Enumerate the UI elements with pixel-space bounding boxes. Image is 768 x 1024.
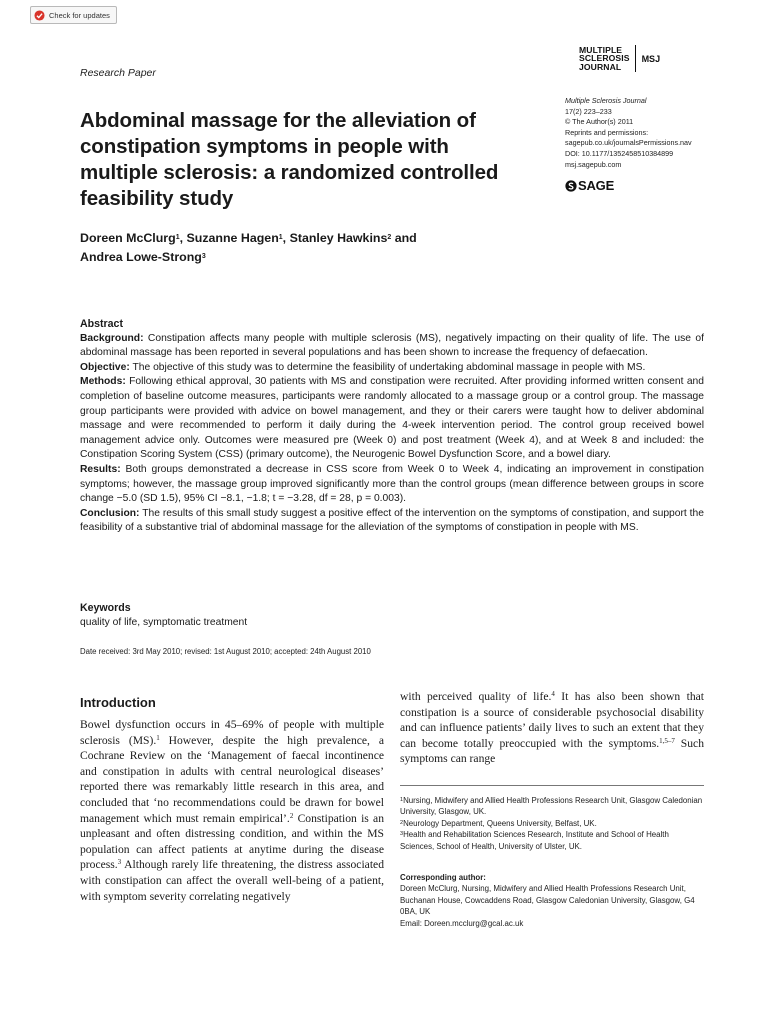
abstract-section-text: Constipation affects many people with multiple sclerosis (MS), negatively impacting on their quality of life. The use of abdominal massage has been reported in several populations and has been shown to increase the frequency of defaecation. [80,332,704,359]
body-text: However, despite the high prevalence, a Cochrane Review on the ‘Management of faecal incontinence and constipation in adults with central neurological diseases’ reported there was remarkably little research in this area, and concluded that ‘no recommendations could be drawn for bowel management which must remain empirical’. [80,733,384,825]
author-affiliation-mark: 1 [278,234,283,241]
paper-title: Abdominal massage for the alleviation of constipation symptoms in people with multiple sclerosis: a randomized controlled feasibility study [80,109,499,210]
abstract-body [80,332,704,536]
journal-logo [579,45,660,72]
affiliation [400,795,704,818]
doi[interactable]: DOI: 10.1177/1352458510384899 [565,148,674,158]
check-updates-icon [34,10,45,21]
copyright: © The Author(s) 2011 [565,117,634,127]
paper-type: Research Paper [80,67,156,79]
journal-logo-name: MULTIPLE SCLEROSIS JOURNAL [579,44,630,72]
abstract-section-text: The results of this small study suggest a positive effect of the intervention on the symptoms of constipation, and support the feasibility of a substantive trial of abdominal massage for the alleviation of the symptoms of constipation in people with MS. [80,507,704,534]
footnote-rule [400,785,704,786]
corresponding-address: Doreen McClurg, Nursing, Midwifery and Allied Health Professions Research Unit, Buchanan House, Cowcaddens Road, Glasgow Caledonian University, Glasgow, G4 0BA, UK [400,884,695,917]
author-list: Doreen McClurg$^1$, Suzanne Hagen$^1$, Stanley Hawkins$^2$ and Andrea Lowe-Strong$^3$ [80,231,417,264]
abstract-section [80,332,704,361]
affiliation-text: Health and Rehabilitation Sciences Research, Institute and School of Health Sciences, School of Health, University of Ulster, UK. [400,830,669,851]
introduction-right-column [400,689,704,767]
submission-dates: Date received: 3rd May 2010; revised: 1st August 2010; accepted: 24th August 2010 [80,647,371,656]
logo-divider [635,45,636,72]
journal-abbrev: MSJ [641,53,661,64]
abstract-section-label: Results: [80,463,121,475]
keywords: quality of life, symptomatic treatment [80,617,248,628]
affiliation-text: Nursing, Midwifery and Allied Health Professions Research Unit, Glasgow Caledonian University, Glasgow, UK. [400,796,703,817]
affiliations [400,795,704,852]
abstract-section-text: Both groups demonstrated a decrease in CSS score from Week 0 to Week 4, indicating an improvement in constipation symptoms; however, the massage group improved significantly more than the control groups (mean difference between groups in score change −5.0 (SD 1.5), 95% CI −8.1, −1.8; t = −3.28, df = 28, p = 0.003). [80,463,704,505]
publisher-name: SAGE [578,178,615,193]
author-name: Doreen McClurg [80,231,176,245]
abstract-section [80,361,704,376]
check-updates-label: Check for updates [49,10,110,20]
body-text: with perceived quality of life. [400,690,552,703]
corresponding-author [400,872,704,929]
abstract-section-text: Following ethical approval, 30 patients with MS and constipation were recruited. After providing informed written consent and completion of baseline outcome measures, participants were randomly allocated to a massage group or a control group. The massage group participants were provided with advice on bowel management, and they or their carers were taught how to deliver abdominal massage and were recommended to perform it daily during the 4-week intervention period. The control group received bowel management advice only. Outcomes were measured pre (Week 0) and post treatment (Week 4), and at Week 8 and included: the Constipation Scoring System (CSS) (primary outcome), the Neurogenic Bowel Dysfunction Score, and a bowel diary. [80,376,704,461]
affiliation [400,829,704,852]
abstract-section [80,463,704,507]
check-for-updates-button[interactable] [30,6,117,24]
affiliation-number: 1 [400,797,404,803]
journal-meta [565,96,755,170]
abstract-section [80,507,704,536]
affiliation-number: 3 [400,831,404,838]
affiliation-text: Neurology Department, Queens University, Belfast, UK. [403,818,597,828]
author-affiliation-mark: 2 [387,234,392,241]
reprints-label: Reprints and permissions: [565,127,649,137]
author-affiliation-mark: 1 [175,234,180,241]
keywords-heading: Keywords [80,602,131,614]
abstract-heading: Abstract [80,318,123,330]
abstract-section-text: The objective of this study was to determine the feasibility of undertaking abdominal massage in people with MS. [129,361,646,373]
body-text: Bowel dysfunction occurs in 45–69% of people with multiple sclerosis (MS). [80,718,384,747]
citation-mark: 1,5–7 [659,736,675,745]
corresponding-email[interactable]: Email: Doreen.mcclurg@gcal.ac.uk [400,918,524,928]
journal-site-link[interactable]: msj.sagepub.com [565,159,622,169]
publisher-logo [565,178,614,193]
abstract-section-label: Methods: [80,376,126,388]
body-text: Although rarely life threatening, the distress associated with constipation can affect the overall well-being of a patient, with symptom severity correlating negatively [80,858,384,903]
corresponding-heading: Corresponding author: [400,873,486,882]
abstract [80,317,704,536]
abstract-section-label: Background: [80,332,144,344]
sage-logo-icon [565,180,577,192]
author-affiliation-mark: 3 [201,253,206,260]
abstract-section-label: Objective: [80,361,130,373]
citation-mark: 2 [289,811,294,820]
journal-volume: 17(2) 223–233 [565,106,612,116]
citation-mark: 1 [156,733,160,742]
citation-mark: 4 [551,690,555,698]
author-name: Andrea Lowe-Strong [80,250,202,264]
journal-name: Multiple Sclerosis Journal [565,96,647,105]
body-text: Constipation is an unpleasant and often distressing condition, and within the MS population can affect patients at anytime during the disease process. [80,811,384,872]
introduction-heading: Introduction [80,695,156,710]
abstract-section-label: Conclusion: [80,507,140,519]
author-name: Stanley Hawkins [289,231,388,245]
permissions-link[interactable]: sagepub.co.uk/journalsPermissions.nav [565,138,692,148]
affiliation [400,818,704,829]
body-text: It has also been shown that constipation is a source of considerable psychosocial disability and can influence patients’ daily lives to such an extent that they can become totally preoccupied with the symptoms. [400,690,704,750]
citation-mark: 3 [117,858,122,867]
affiliation-number: 2 [400,819,404,826]
abstract-section [80,375,704,463]
author-name: Suzanne Hagen [186,231,279,245]
body-text: Such symptoms can range [400,736,704,766]
introduction-left-column [80,717,384,904]
